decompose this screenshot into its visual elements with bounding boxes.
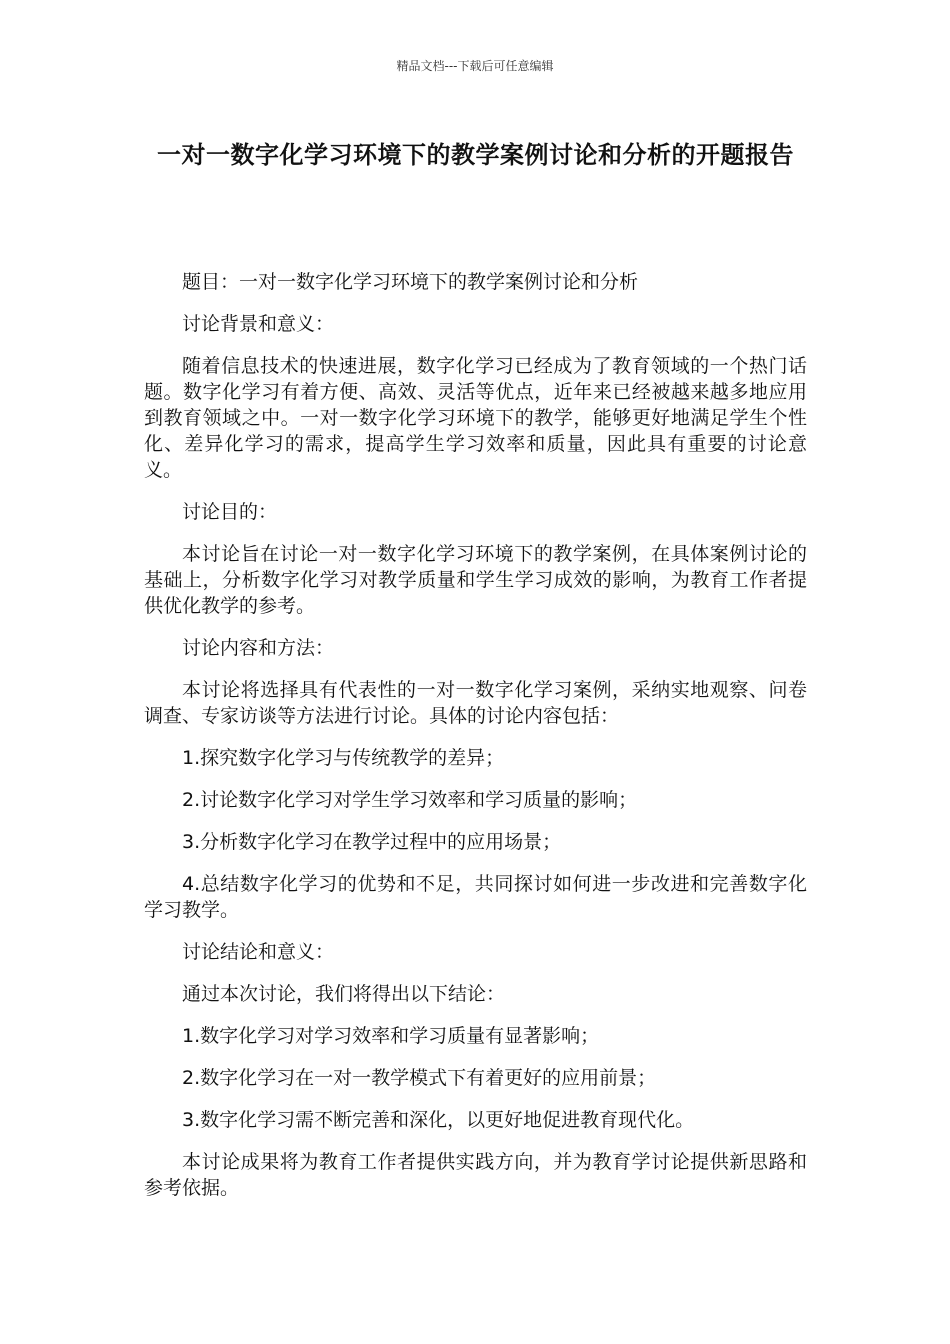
paragraph-closing: 本讨论成果将为教育工作者提供实践方向，并为教育学讨论提供新思路和参考依据。: [144, 1151, 807, 1199]
heading-background: 讨论背景和意义：: [182, 313, 335, 335]
list-item-content-2: 2.讨论数字化学习对学生学习效率和学习质量的影响；: [182, 789, 638, 811]
heading-purpose: 讨论目的：: [182, 501, 278, 523]
heading-content-method: 讨论内容和方法：: [182, 637, 335, 659]
paragraph-purpose: 本讨论旨在讨论一对一数字化学习环境下的教学案例，在具体案例讨论的基础上，分析数字化学习对教学质量和学生学习成效的影响，为教育工作者提供优化教学的参考。: [144, 543, 807, 617]
list-item-content-4: 4.总结数字化学习的优势和不足，共同探讨如何进一步改进和完善数字化学习教学。: [144, 873, 807, 921]
paragraph-content-method: 本讨论将选择具有代表性的一对一数字化学习案例，采纳实地观察、问卷调查、专家访谈等方法进行讨论。具体的讨论内容包括：: [144, 679, 807, 727]
list-item-conclusion-1: 1.数字化学习对学习效率和学习质量有显著影响；: [182, 1025, 600, 1047]
document-body: [144, 269, 807, 1217]
page-header: 精品文档---下载后可任意编辑: [396, 59, 554, 73]
list-item-conclusion-3: 3.数字化学习需不断完善和深化，以更好地促进教育现代化。: [182, 1109, 695, 1131]
paragraph-conclusion-intro: 通过本次讨论，我们将得出以下结论：: [182, 983, 506, 1005]
paragraph-topic: 题目：一对一数字化学习环境下的教学案例讨论和分析: [182, 271, 639, 293]
paragraph-background: 随着信息技术的快速进展，数字化学习已经成为了教育领域的一个热门话题。数字化学习有着方便、高效、灵活等优点，近年来已经被越来越多地应用到教育领域之中。一对一数字化学习环境下的教学，能够更好地满足学生个性化、差异化学习的需求，提高学生学习效率和质量，因此具有重要的讨论意义。: [144, 355, 807, 481]
list-item-content-3: 3.分析数字化学习在教学过程中的应用场景；: [182, 831, 562, 853]
list-item-conclusion-2: 2.数字化学习在一对一教学模式下有着更好的应用前景；: [182, 1067, 657, 1089]
heading-conclusion: 讨论结论和意义：: [182, 941, 335, 963]
document-title: 一对一数字化学习环境下的教学案例讨论和分析的开题报告: [157, 141, 794, 169]
list-item-content-1: 1.探究数字化学习与传统教学的差异；: [182, 747, 505, 769]
